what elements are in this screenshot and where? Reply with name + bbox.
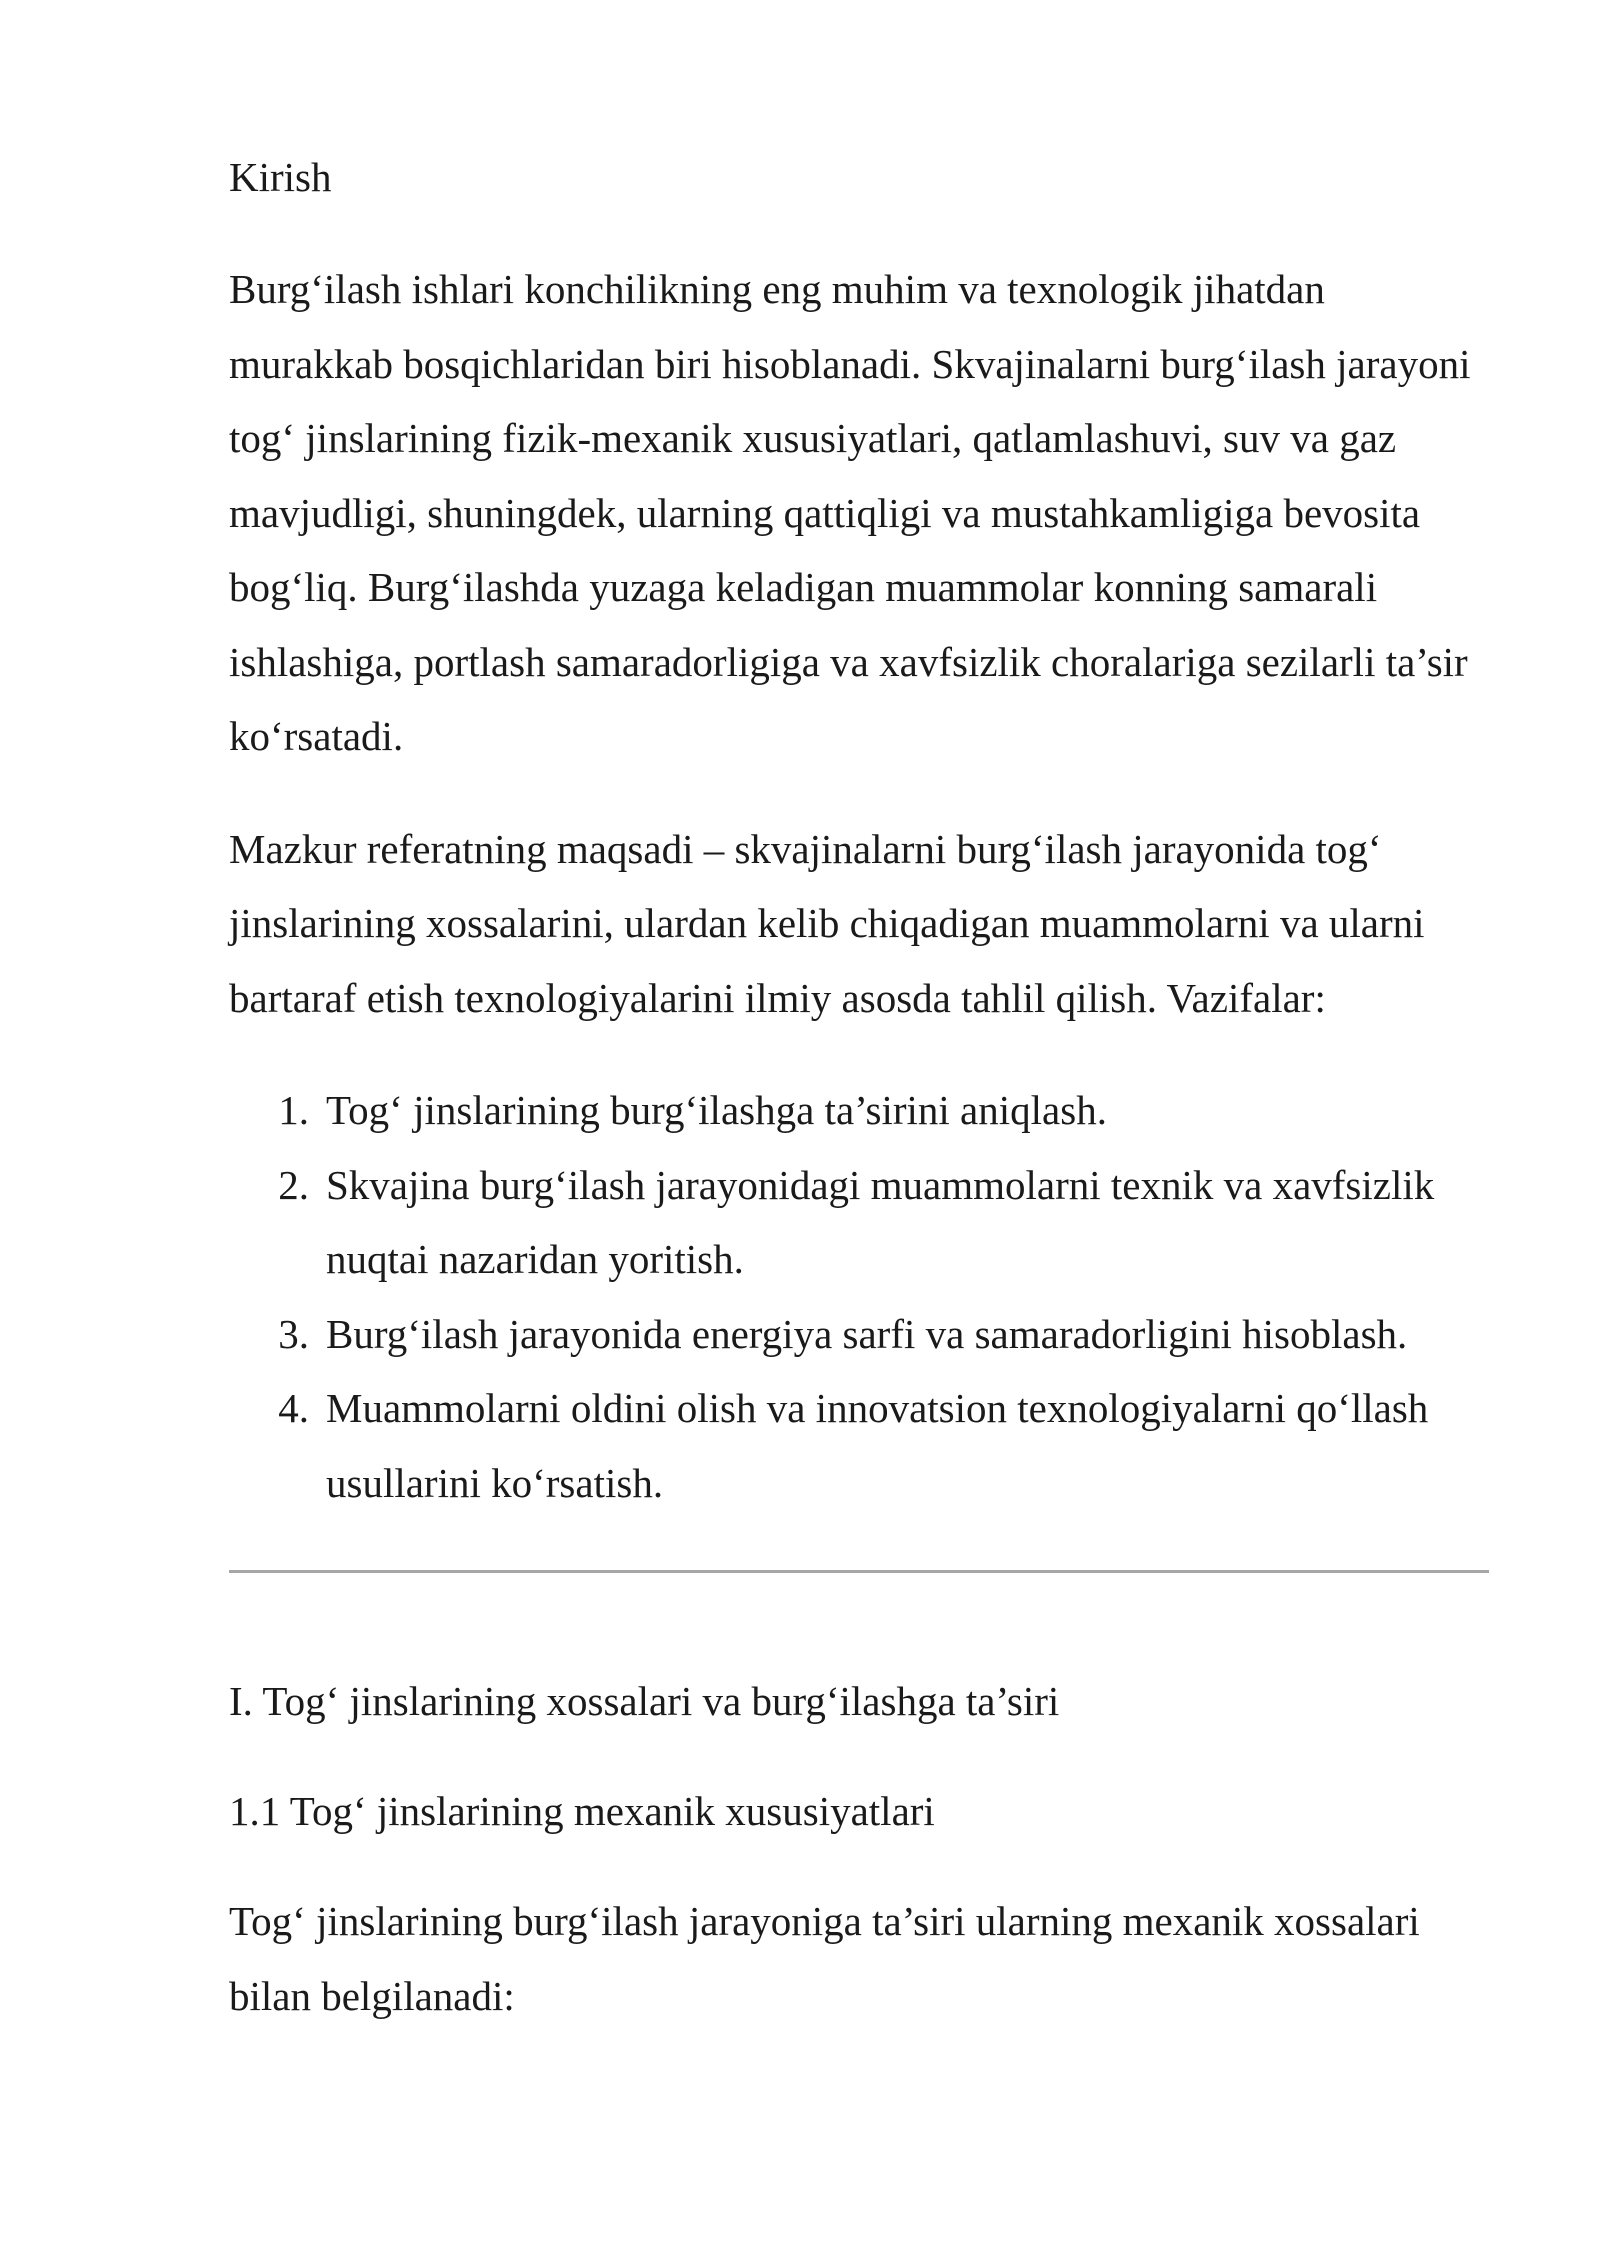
intro-heading: Kirish (229, 154, 332, 200)
list-item-number: 2. (278, 1161, 309, 1208)
list-item-number: 3. (278, 1310, 309, 1357)
list-item-text: Muammolarni oldini olish va innovatsion texnologiyalarni qo‘llash usullarini ko‘rsatish. (326, 1385, 1429, 1506)
list-item-number: 4. (278, 1385, 309, 1431)
list-item-text: Tog‘ jinslarining burg‘ilashga ta’sirini aniqlash. (326, 1087, 1107, 1133)
intro-paragraph-2: Mazkur referatning maqsadi – skvajinalarni burg‘ilash jarayonida tog‘ jinslarining xossalarini, ulardan kelib chiqadigan muammolarni va ularni bartaraf etish texnologiyalarini ilmiy asosda tahlil qilish. Vazifalar: (229, 825, 1425, 1021)
list-item-text: Skvajina burg‘ilash jarayonidagi muammolarni texnik va xavfsizlik nuqtai nazaridan yoritish. (326, 1161, 1435, 1282)
document-page (229, 140, 1489, 2033)
list-item-number: 1. (278, 1087, 309, 1133)
list-item (229, 1073, 1489, 1148)
section-paragraph: Tog‘ jinslarining burg‘ilash jarayoniga ta’siri ularning mexanik xossalari bilan belgilanadi: (229, 1898, 1420, 2019)
tasks-list (229, 1073, 1489, 1520)
intro-paragraph-1: Burg‘ilash ishlari konchilikning eng muhim va texnologik jihatdan murakkab bosqichlaridan biri hisoblanadi. Skvajinalarni burg‘ilash jarayoni tog‘ jinslarining fizik-mexanik xususiyatlari, qatlamlashuvi, suv va gaz mavjudligi, shuningdek, ularning qattiqligi va mustahkamligiga bevosita bog‘liq. Burg‘ilashda yuzaga keladigan muammolar konning samarali ishlashiga, portlash samaradorligiga va xavfsizlik choralariga sezilarli ta’sir ko‘rsatadi. (229, 266, 1471, 759)
list-item-text: Burg‘ilash jarayonida energiya sarfi va samaradorligini hisoblash. (326, 1310, 1408, 1357)
list-item (229, 1148, 1489, 1297)
section-heading: I. Tog‘ jinslarining xossalari va burg‘ilashga ta’siri (229, 1678, 1060, 1724)
list-item (229, 1297, 1489, 1372)
subsection-heading: 1.1 Tog‘ jinslarining mexanik xususiyatlari (229, 1788, 935, 1834)
list-item (229, 1371, 1489, 1520)
